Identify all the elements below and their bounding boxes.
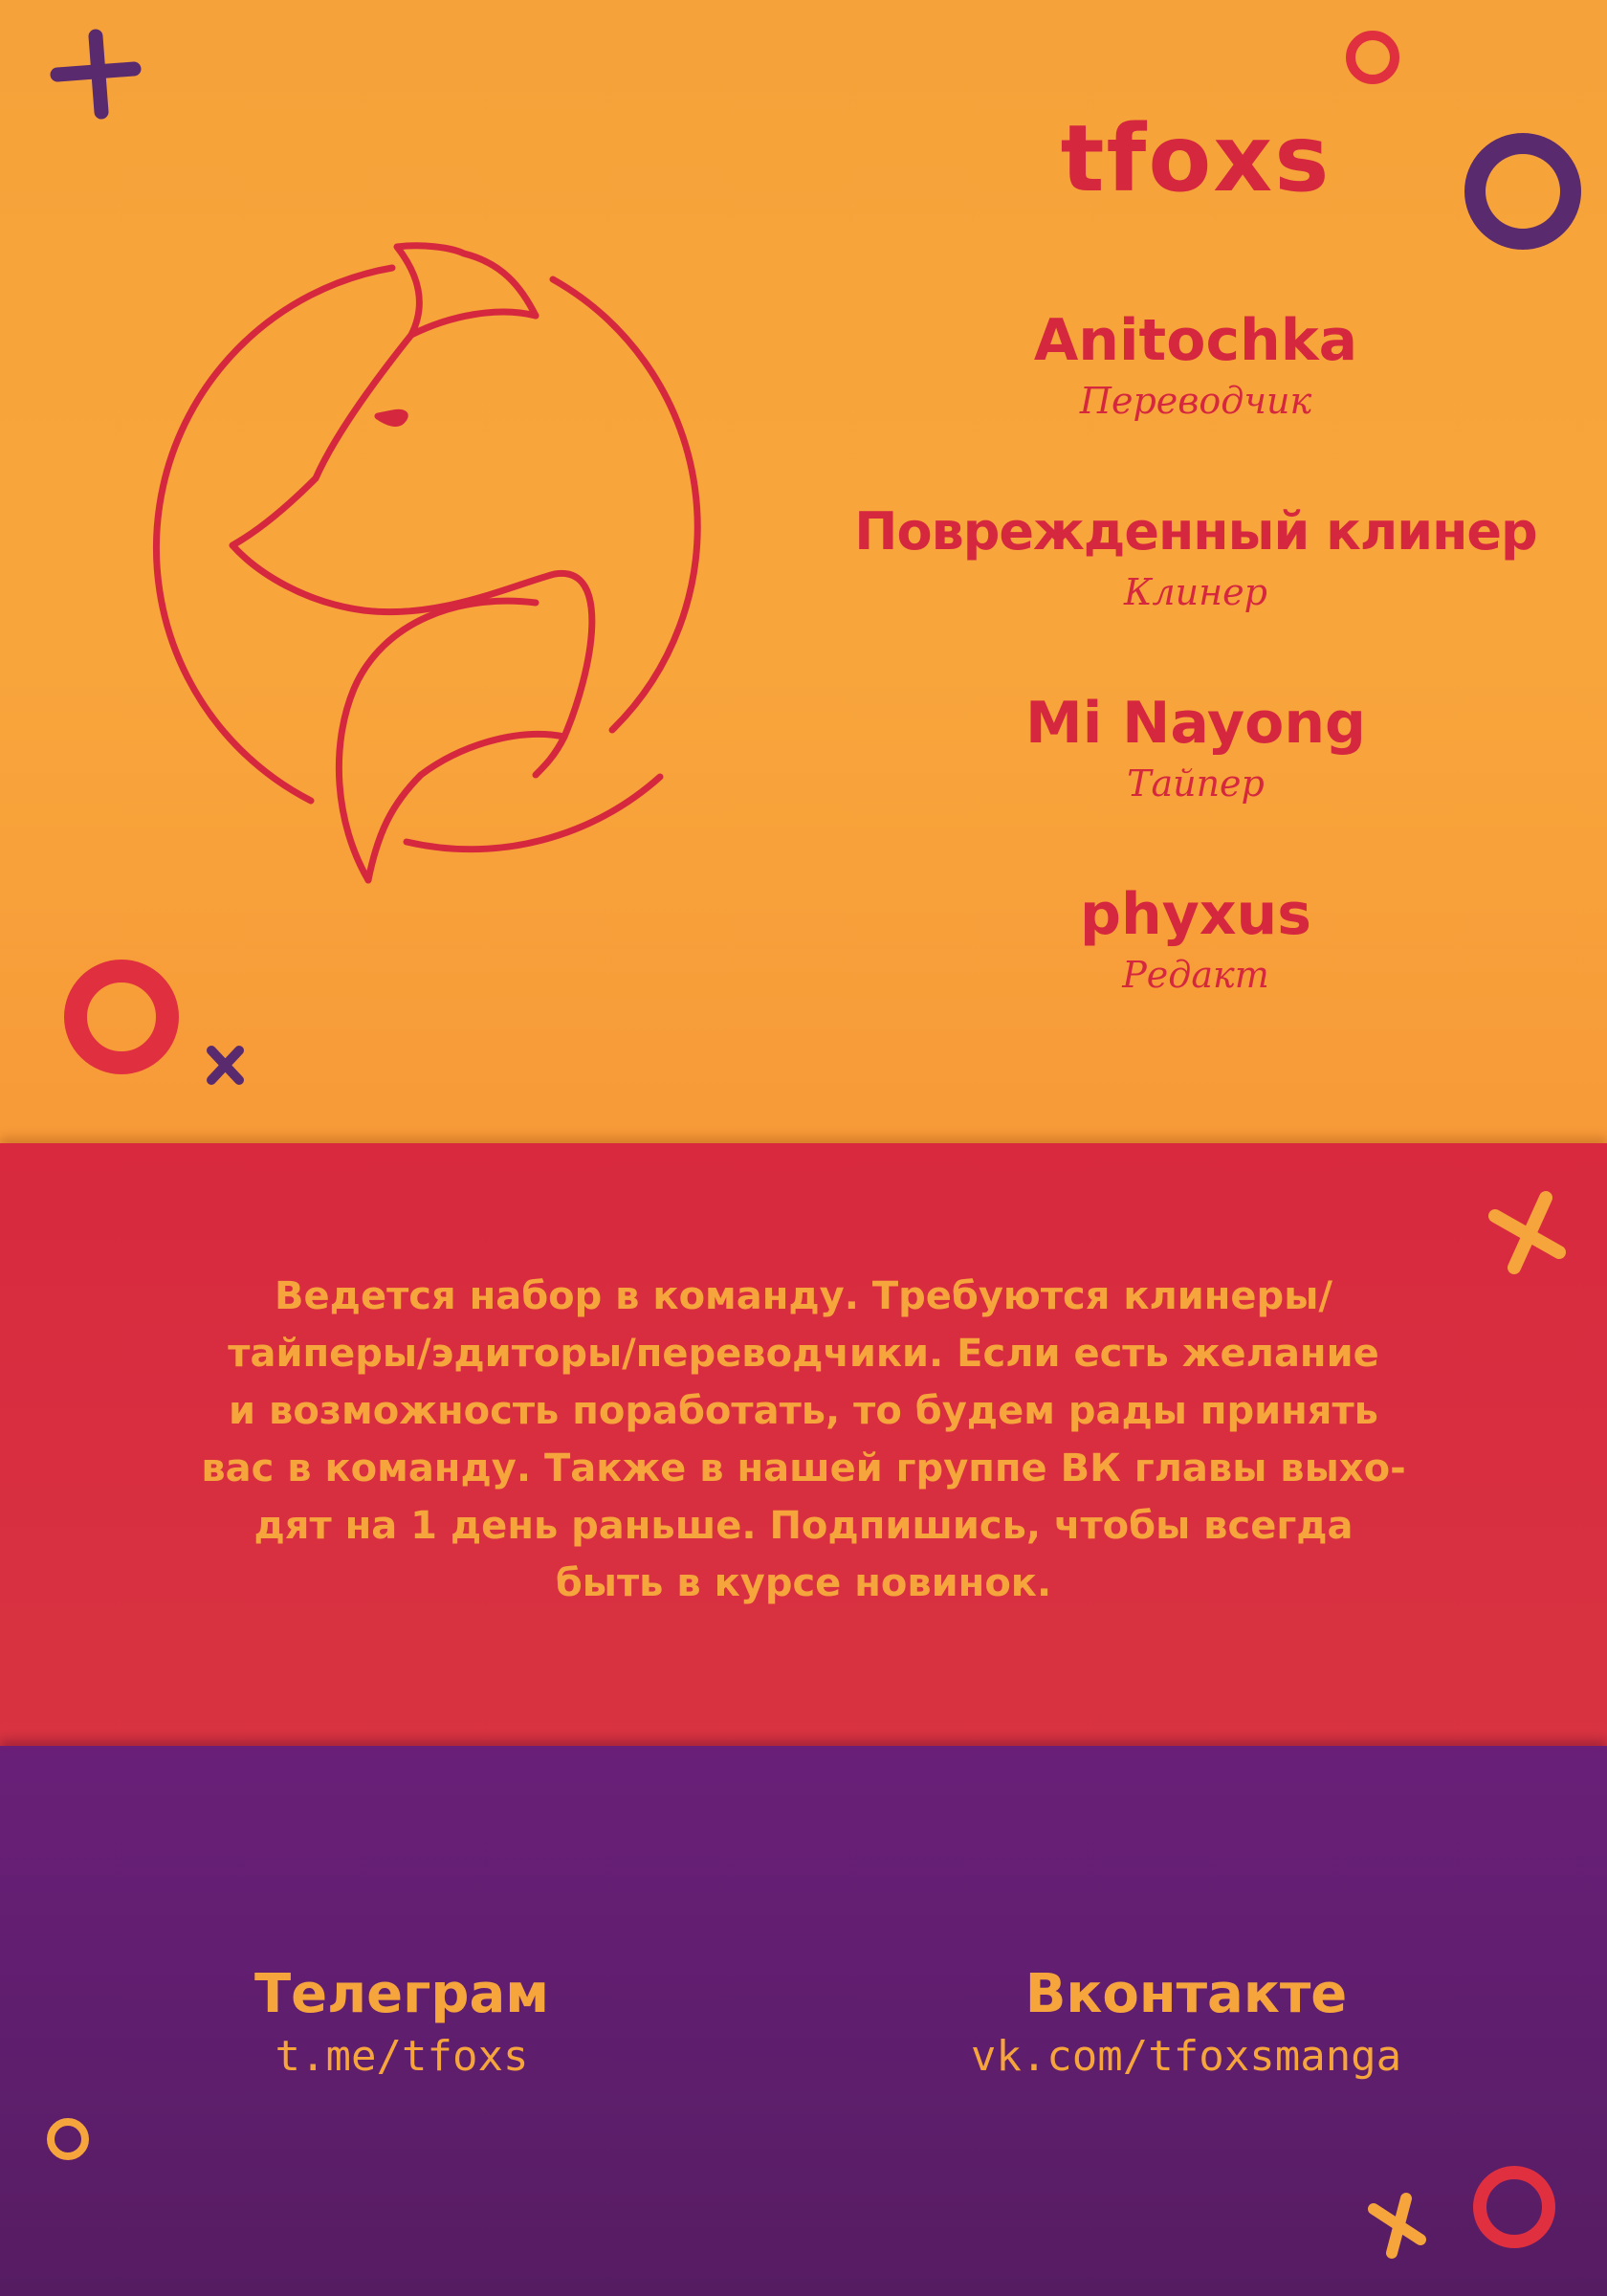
credit-item xyxy=(823,304,1569,496)
announcement-line: и возможность поработать, то будем рады принять xyxy=(229,1389,1378,1433)
member-role: Переводчик xyxy=(1079,380,1312,422)
team-credits xyxy=(823,304,1569,1070)
telegram-label: Телеграм xyxy=(253,1963,550,2025)
member-name: phyxus xyxy=(1080,881,1311,948)
member-role: Редакт xyxy=(1122,954,1269,996)
announcement-line: Ведется набор в команду. Требуются клинеры/ xyxy=(275,1274,1332,1318)
vk-contact xyxy=(890,1961,1483,2086)
credit-item xyxy=(823,496,1569,687)
vk-label: Вконтакте xyxy=(1024,1963,1348,2025)
telegram-link[interactable]: t.me/tfoxs xyxy=(275,2032,529,2081)
credit-item xyxy=(823,878,1569,1070)
announcement-line: вас в команду. Также в нашей группе ВК главы выхо- xyxy=(201,1446,1406,1490)
member-name: Anitochka xyxy=(1033,307,1358,374)
ring-icon xyxy=(1480,2173,1549,2241)
brand-title: tfoxs xyxy=(1060,105,1332,212)
member-name: Mi Nayong xyxy=(1024,690,1366,757)
member-name: Поврежденный клинер xyxy=(854,501,1537,562)
member-role: Тайпер xyxy=(1127,762,1265,805)
announcement-line: дят на 1 день раньше. Подпишись, чтобы всегда xyxy=(253,1504,1354,1548)
announcement-line: тайперы/эдиторы/переводчики. Если есть желание xyxy=(228,1332,1379,1376)
ring-icon xyxy=(76,971,167,1063)
fox-logo-icon xyxy=(156,246,697,880)
cross-icon xyxy=(1495,1198,1559,1268)
cross-icon xyxy=(211,1050,239,1080)
recruitment-announcement xyxy=(143,1268,1464,1612)
vk-link[interactable]: vk.com/tfoxsmanga xyxy=(970,2032,1402,2081)
announcement-line: быть в курсе новинок. xyxy=(555,1561,1052,1605)
ring-icon xyxy=(1351,35,1395,79)
credit-item xyxy=(823,687,1569,878)
ring-icon xyxy=(1475,144,1571,239)
cross-icon xyxy=(1374,2198,1420,2253)
plus-icon xyxy=(57,36,134,112)
member-role: Клинер xyxy=(1124,571,1267,613)
ring-icon xyxy=(51,2122,85,2156)
telegram-contact xyxy=(105,1961,698,2086)
